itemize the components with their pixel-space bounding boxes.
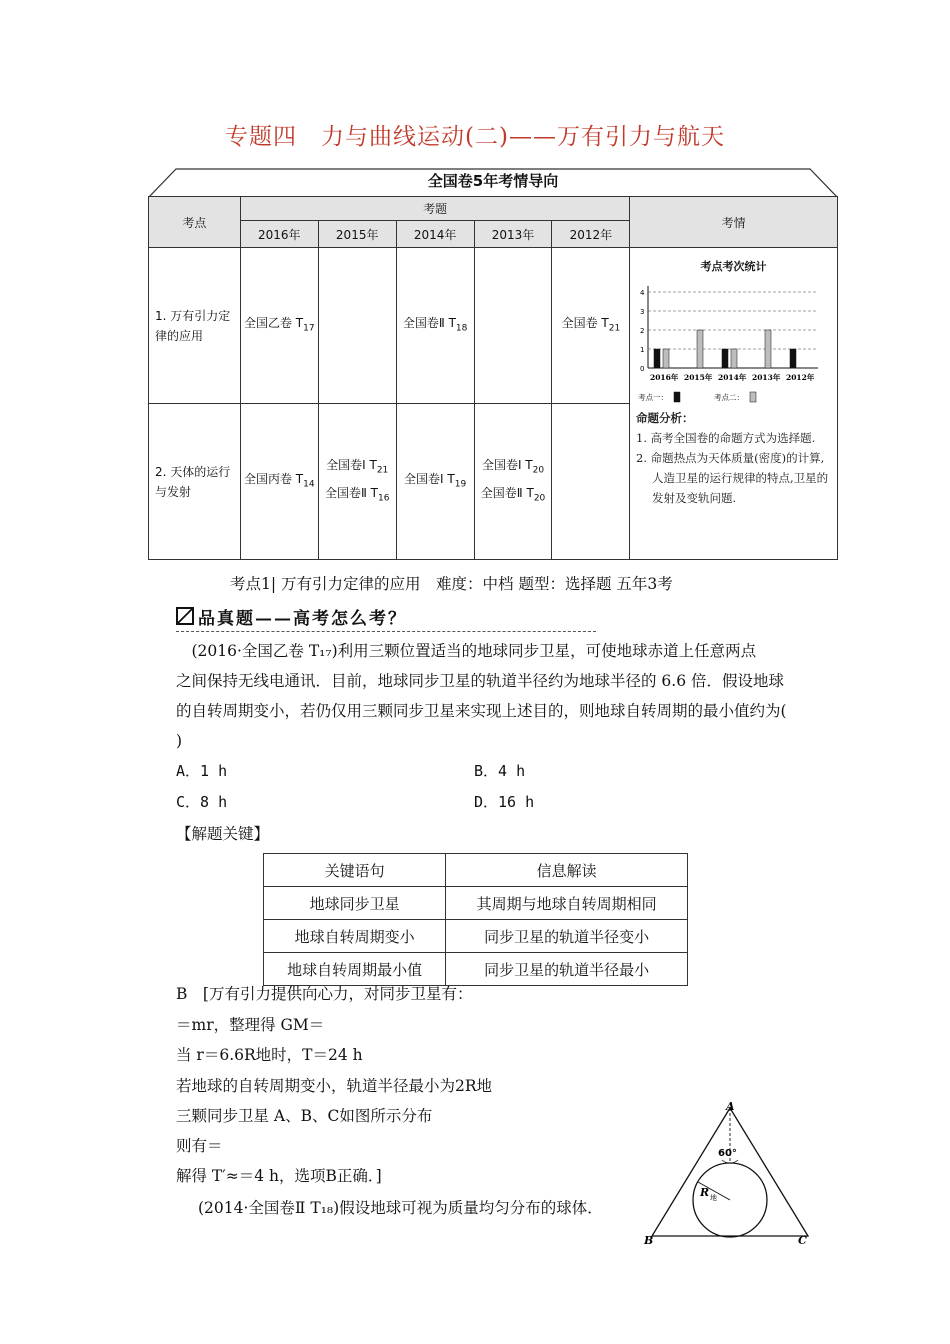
y-tick-label: 1 xyxy=(640,346,645,354)
exam-cell xyxy=(552,248,630,404)
x-tick-label: 2013年 xyxy=(752,373,781,382)
label-b: B xyxy=(644,1234,654,1246)
option-d: D．16 h xyxy=(474,793,535,811)
stat-chart xyxy=(632,276,832,406)
bar-2 xyxy=(663,349,669,368)
bar-2 xyxy=(765,330,771,368)
question-line: 之间保持无线电通讯．目前，地球同步卫星的轨道半径约为地球半径的 6.6 倍．假设地球 xyxy=(176,672,785,690)
exam-ref: 全国卷Ⅰ $T_{21}$ xyxy=(326,458,389,476)
bar-2 xyxy=(731,349,737,368)
exam-ref: 全国卷Ⅰ $T_{20}$ xyxy=(481,458,545,476)
section-icon xyxy=(176,607,194,625)
exam-point-meta: 考点1| 万有引力定律的应用 难度：中档 题型：选择题 五年3考 xyxy=(230,575,673,593)
key-cell: 同步卫星的轨道半径变小 xyxy=(446,920,688,953)
legend-label: 考点一： xyxy=(638,393,668,402)
section-heading: 品真题——高考怎么考？ xyxy=(176,604,596,632)
key-table xyxy=(263,853,688,986)
exam-point-label: 1. 万有引力定律的应用 xyxy=(149,248,241,404)
year-header: 2016年 xyxy=(240,221,318,248)
year-header: 2013年 xyxy=(474,221,552,248)
exam-cell xyxy=(396,248,474,404)
option-a: A．1 h xyxy=(176,762,228,780)
year-header: 2014年 xyxy=(396,221,474,248)
legend-swatch xyxy=(674,392,680,402)
solution-line: 当 r＝6.6R地时，T＝24 h xyxy=(176,1046,363,1064)
exam-cell xyxy=(552,404,630,560)
label-a: A xyxy=(726,1100,735,1113)
solution-line: B [万有引力提供向心力，对同步卫星有： xyxy=(176,985,473,1003)
y-tick-label: 3 xyxy=(640,308,645,316)
page-title: 专题四 力与曲线运动(二)——万有引力与航天 xyxy=(225,124,725,150)
exam-point-label: 2. 天体的运行与发射 xyxy=(149,404,241,560)
satellite-figure xyxy=(640,1096,820,1246)
question-line: 的自转周期变小，若仍仅用三颗同步卫星来实现上述目的，则地球自转周期的最小值约为( xyxy=(176,702,787,720)
key-header: 信息解读 xyxy=(446,854,688,887)
header-exam: 考题 xyxy=(240,197,630,221)
exam-ref: 全国卷 $T_{21}$ xyxy=(561,315,621,334)
solution-line: 若地球的自转周期变小，轨道半径最小为2R地 xyxy=(176,1077,493,1095)
exam-cell xyxy=(240,248,318,404)
key-title: 【解题关键】 xyxy=(176,825,270,843)
chart-title: 考点考次统计 xyxy=(700,260,767,273)
bar-1 xyxy=(722,349,728,368)
exam-ref: 全国卷Ⅰ $T_{19}$ xyxy=(404,471,467,490)
exam-cell xyxy=(474,248,552,404)
key-cell: 其周期与地球自转周期相同 xyxy=(446,887,688,920)
solution-line: 解得 T′≈＝4 h，选项B正确．] xyxy=(176,1167,382,1185)
year-header: 2012年 xyxy=(552,221,630,248)
exam-cell xyxy=(240,404,318,560)
bar-1 xyxy=(654,349,660,368)
key-header: 关键语句 xyxy=(264,854,446,887)
x-tick-label: 2012年 xyxy=(786,373,815,382)
exam-cell xyxy=(318,248,396,404)
situation-panel xyxy=(630,250,837,558)
solution-line: 三颗同步卫星 A、B、C如图所示分布 xyxy=(176,1107,433,1125)
bar-1 xyxy=(790,349,796,368)
question-line: ) xyxy=(176,732,183,750)
key-cell: 地球自转周期最小值 xyxy=(264,953,446,986)
angle-label: 60° xyxy=(718,1148,737,1159)
option-c: C．8 h xyxy=(176,793,228,811)
exam-ref: 全国乙卷 $T_{17}$ xyxy=(243,315,315,334)
x-tick-label: 2015年 xyxy=(684,373,713,382)
exam-cell xyxy=(318,404,396,560)
y-tick-label: 2 xyxy=(640,327,645,335)
next-question: (2014·全国卷Ⅱ T₁₈)假设地球可视为质量均匀分布的球体． xyxy=(198,1199,603,1217)
question-text xyxy=(176,636,836,756)
x-tick-label: 2016年 xyxy=(650,373,679,382)
key-cell: 同步卫星的轨道半径最小 xyxy=(446,953,688,986)
exam-cell xyxy=(474,404,552,560)
analysis-item: 1. 高考全国卷的命题方式为选择题. xyxy=(636,431,816,445)
y-tick-label: 0 xyxy=(640,365,645,373)
key-cell: 地球自转周期变小 xyxy=(264,920,446,953)
legend-swatch xyxy=(750,392,756,402)
exam-ref: 全国卷Ⅱ $T_{20}$ xyxy=(480,485,546,503)
y-tick-label: 4 xyxy=(640,289,645,297)
exam-ref: 全国丙卷 $T_{14}$ xyxy=(243,471,315,490)
bar-2 xyxy=(697,330,703,368)
key-cell: 地球同步卫星 xyxy=(264,887,446,920)
solution-line: ＝mr，整理得 GM＝ xyxy=(176,1016,325,1034)
x-tick-label: 2014年 xyxy=(718,373,747,382)
radius-sub: 地 xyxy=(710,1194,717,1202)
analysis-title: 命题分析： xyxy=(636,411,694,425)
solution-line: 则有＝ xyxy=(176,1137,223,1155)
exam-ref: 全国卷Ⅱ $T_{18}$ xyxy=(402,315,468,334)
exam-cell xyxy=(396,404,474,560)
analysis-item: 2. 命题热点为天体质量(密度)的计算,人造卫星的运行规律的特点,卫星的发射及变轨问题. xyxy=(636,451,829,505)
radius-label: R xyxy=(700,1186,710,1199)
header-point: 考点 xyxy=(149,197,241,248)
question-line: (2016·全国乙卷 T₁₇)利用三颗位置适当的地球同步卫星，可使地球赤道上任意两点 xyxy=(176,642,757,660)
legend-label: 考点二： xyxy=(714,393,744,402)
option-b: B．4 h xyxy=(474,762,526,780)
exam-ref: 全国卷Ⅱ $T_{16}$ xyxy=(324,485,390,503)
guide-banner: 全国卷5年考情导向 xyxy=(427,172,559,190)
header-situation: 考情 xyxy=(630,197,838,248)
label-c: C xyxy=(798,1234,807,1246)
year-header: 2015年 xyxy=(318,221,396,248)
